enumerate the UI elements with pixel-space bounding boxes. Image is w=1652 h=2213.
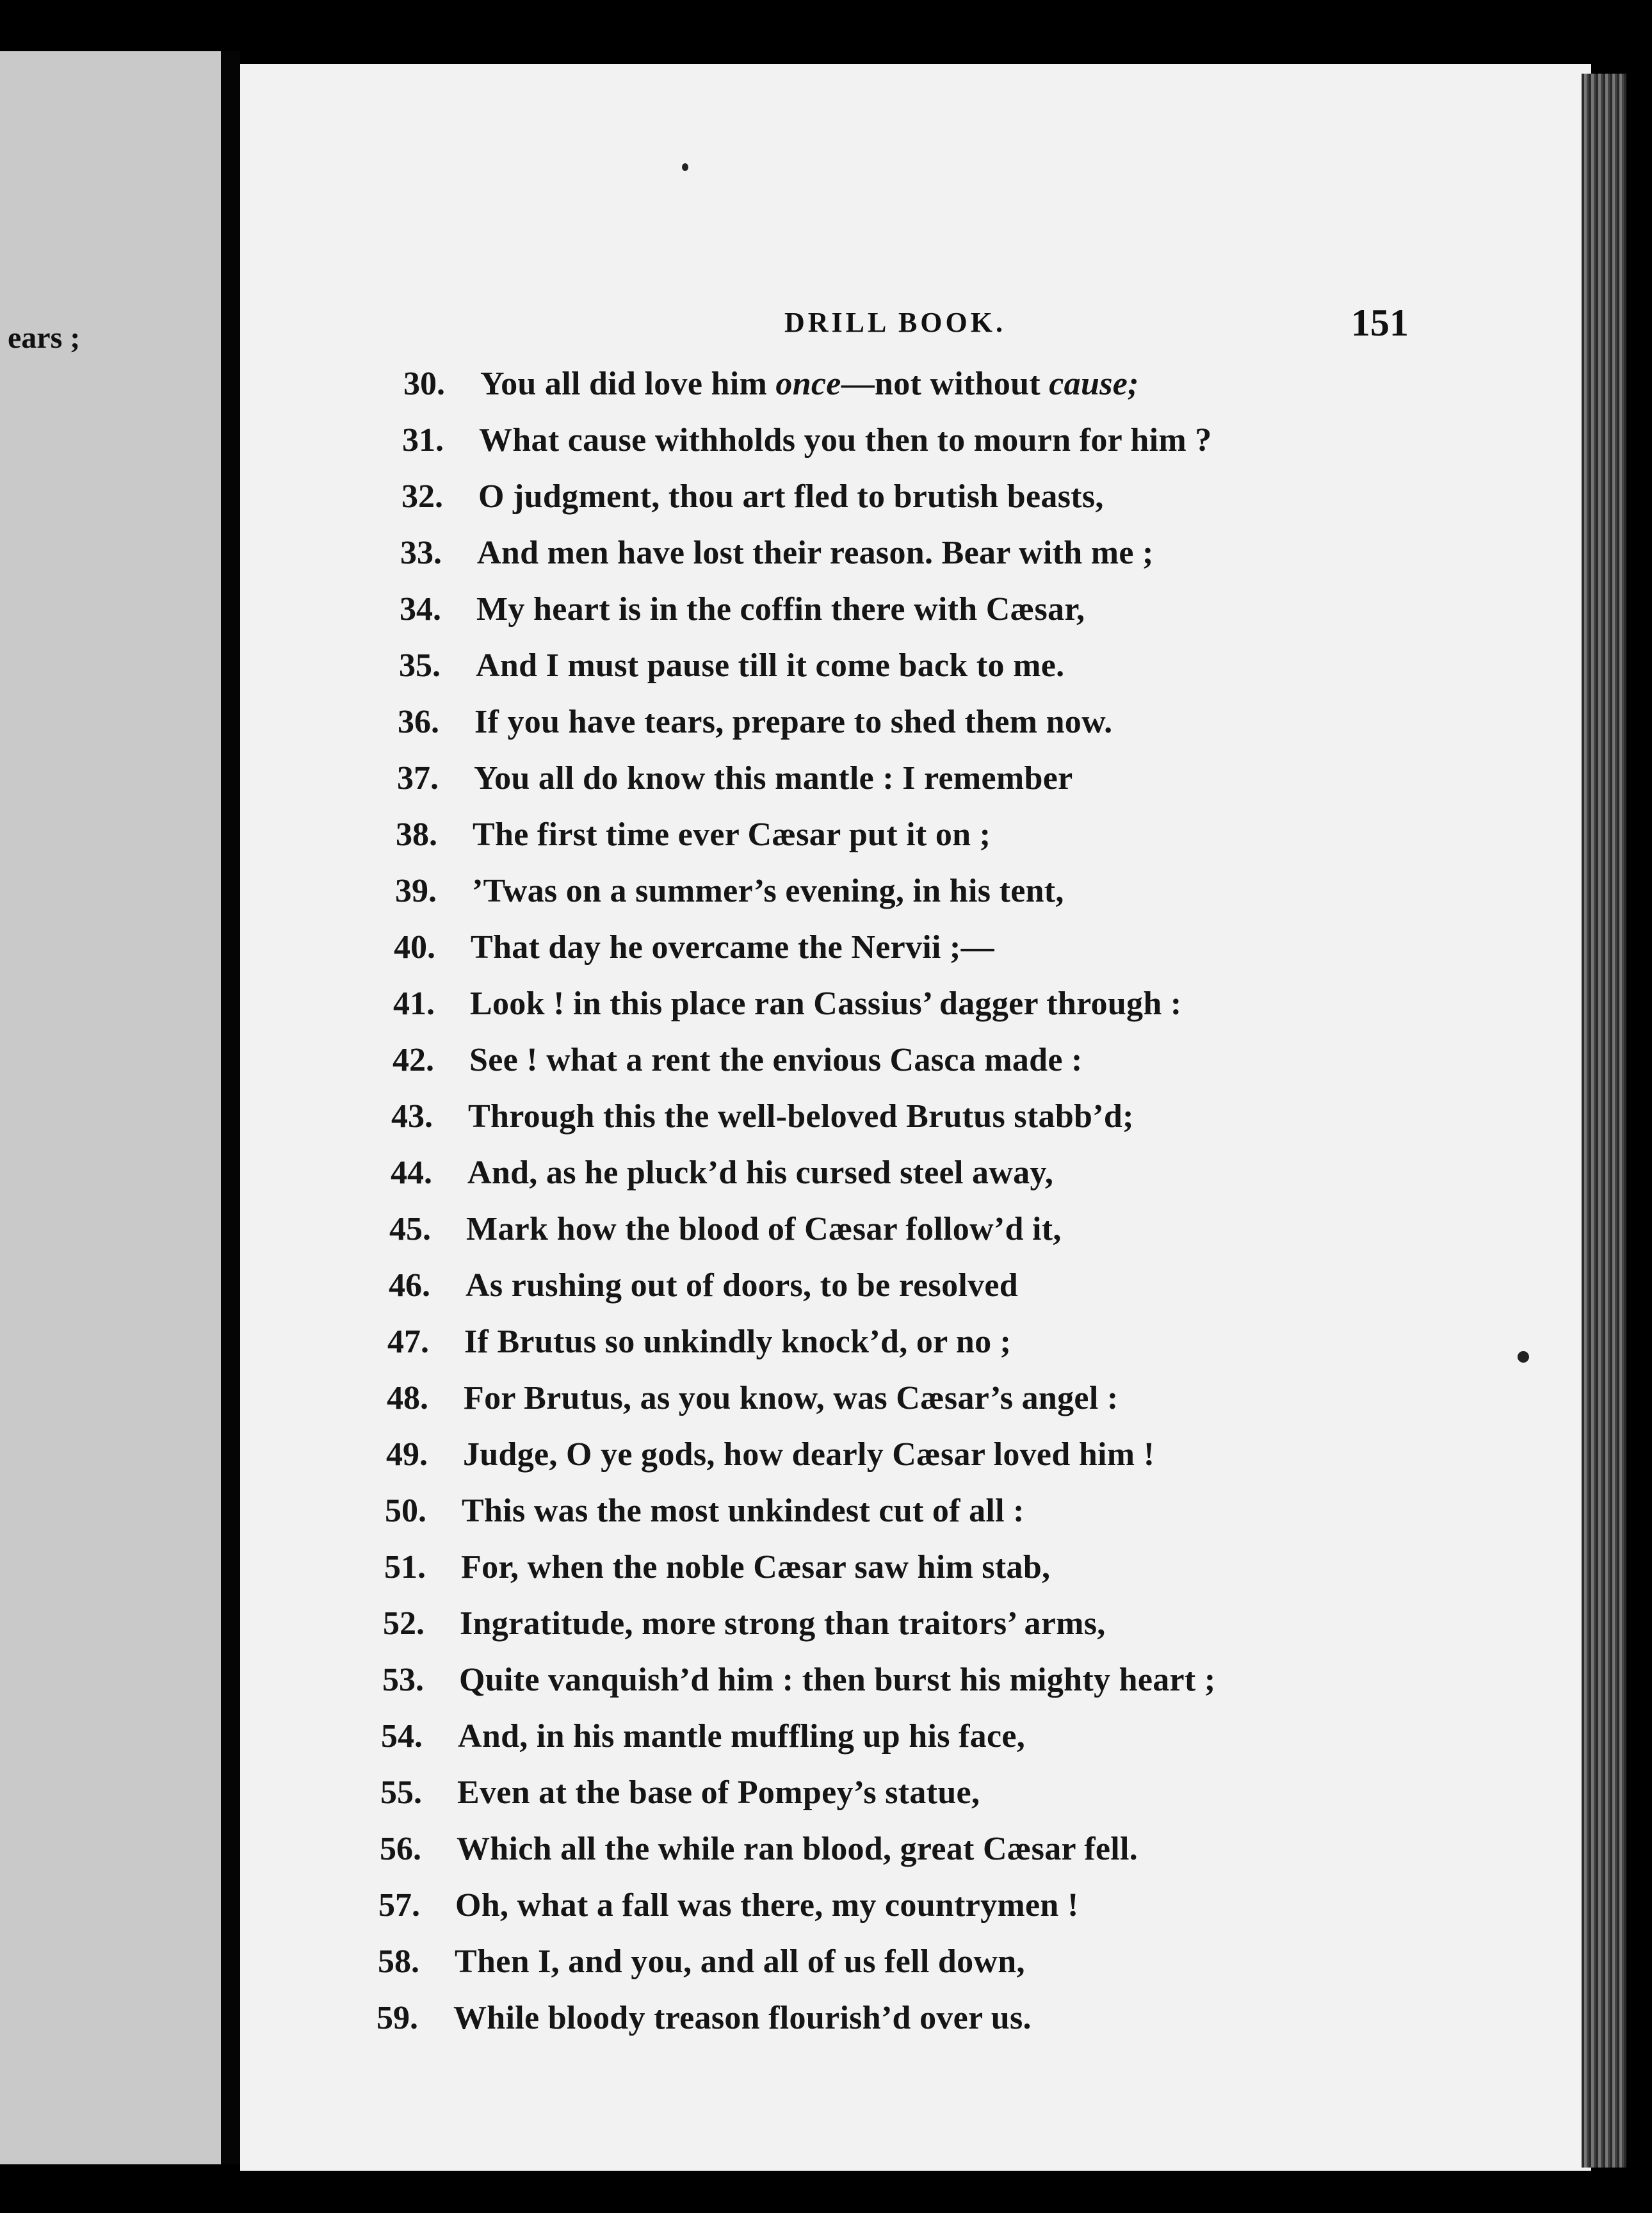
verse-line <box>391 1098 1134 1149</box>
verse-line <box>387 1323 1011 1374</box>
line-number: 45. <box>389 1211 431 1247</box>
line-number: 46. <box>389 1267 430 1304</box>
line-number: 32. <box>401 478 443 515</box>
verse-line <box>396 816 991 867</box>
line-number: 59. <box>377 2000 418 2036</box>
line-number: 33. <box>400 535 442 571</box>
verse-line <box>393 1041 1083 1092</box>
line-text: While bloody treason flourish’d over us. <box>453 2000 1032 2036</box>
line-text: Quite vanquish’d him : then burst his mighty heart ; <box>459 1662 1216 1698</box>
line-number: 42. <box>393 1042 434 1078</box>
line-number: 52. <box>383 1605 425 1642</box>
verse-line <box>378 1943 1025 1994</box>
verse-line <box>400 590 1085 642</box>
left-page-text: ears ; <box>8 321 81 355</box>
line-text: Through this the well-beloved Brutus stabb’d; <box>468 1098 1134 1135</box>
running-head: DRILL BOOK. <box>784 307 1006 338</box>
line-text: What cause withholds you then to mourn for him ? <box>479 422 1212 458</box>
verse-line <box>401 478 1104 529</box>
verse-line <box>383 1605 1106 1656</box>
line-text: Oh, what a fall was there, my countrymen ! <box>455 1887 1079 1924</box>
line-number: 40. <box>394 929 435 966</box>
verse-line <box>391 1154 1053 1205</box>
line-text: You all do know this mantle : I remember <box>474 760 1073 797</box>
verse-line <box>395 872 1064 923</box>
line-text: That day he overcame the Nervii ;— <box>471 929 994 966</box>
line-text: You all did love him once—not without cause; <box>480 366 1139 402</box>
book-page <box>240 64 1591 2171</box>
line-number: 41. <box>393 985 435 1022</box>
line-text: This was the most unkindest cut of all : <box>462 1493 1024 1529</box>
page-number: 151 <box>1351 302 1409 344</box>
verse-line <box>398 703 1112 754</box>
line-number: 44. <box>391 1155 432 1191</box>
line-text: As rushing out of doors, to be resolved <box>466 1267 1019 1304</box>
verse-line <box>386 1436 1154 1487</box>
line-number: 51. <box>384 1549 426 1585</box>
line-text: And, in his mantle muffling up his face, <box>458 1718 1026 1755</box>
page-edge <box>1582 74 1626 2168</box>
line-text: And men have lost their reason. Bear with me ; <box>477 535 1154 571</box>
line-number: 37. <box>397 760 439 797</box>
line-number: 56. <box>380 1831 421 1867</box>
line-number: 54. <box>381 1718 423 1755</box>
line-number: 34. <box>400 591 441 628</box>
line-number: 58. <box>378 1943 419 1980</box>
verse-line <box>403 365 1139 416</box>
line-text: Mark how the blood of Cæsar follow’d it, <box>466 1211 1062 1247</box>
verse-line <box>387 1379 1118 1431</box>
ink-speck <box>1518 1351 1529 1363</box>
line-text: Even at the base of Pompey’s statue, <box>457 1774 980 1811</box>
verse-line <box>393 985 1182 1036</box>
line-text: Judge, O ye gods, how dearly Cæsar loved him ! <box>463 1436 1155 1473</box>
verse-line <box>377 1999 1032 2050</box>
ink-speck <box>682 163 688 171</box>
line-number: 30. <box>403 366 445 402</box>
verse-line <box>381 1717 1025 1769</box>
line-text: ’Twas on a summer’s evening, in his tent, <box>472 873 1064 909</box>
line-number: 35. <box>399 647 441 684</box>
line-text: See ! what a rent the envious Casca made : <box>469 1042 1083 1078</box>
verse-line <box>378 1886 1079 1938</box>
line-number: 57. <box>378 1887 420 1924</box>
line-text: The first time ever Cæsar put it on ; <box>473 816 991 853</box>
verse-line <box>389 1210 1062 1261</box>
verse-line <box>382 1661 1215 1712</box>
line-number: 38. <box>396 816 437 853</box>
emphasis-once: once <box>775 366 841 402</box>
line-text: Ingratitude, more strong than traitors’ arms, <box>460 1605 1106 1642</box>
left-page-fragment <box>0 51 221 2164</box>
emphasis-cause: cause; <box>1049 366 1139 402</box>
verse-line <box>380 1830 1138 1881</box>
line-number: 50. <box>385 1493 426 1529</box>
book-gutter <box>221 51 240 2164</box>
verse-line <box>384 1548 1050 1600</box>
verse-line <box>389 1267 1018 1318</box>
line-text: O judgment, thou art fled to brutish beasts, <box>478 478 1104 515</box>
line-number: 49. <box>386 1436 428 1473</box>
page-header <box>240 302 1591 351</box>
line-number: 48. <box>387 1380 428 1416</box>
line-text: If Brutus so unkindly knock’d, or no ; <box>464 1324 1012 1360</box>
verse-line <box>380 1774 980 1825</box>
line-number: 36. <box>398 704 439 740</box>
line-text: Then I, and you, and all of us fell down, <box>455 1943 1025 1980</box>
verse-line <box>402 421 1212 473</box>
line-number: 39. <box>395 873 437 909</box>
line-text: If you have tears, prepare to shed them now. <box>474 704 1113 740</box>
verse-line <box>385 1492 1024 1543</box>
line-text: Which all the while ran blood, great Cæsar fell. <box>457 1831 1138 1867</box>
line-text: For, when the noble Cæsar saw him stab, <box>461 1549 1051 1585</box>
line-number: 31. <box>402 422 444 458</box>
line-number: 53. <box>382 1662 424 1698</box>
line-number: 43. <box>391 1098 433 1135</box>
line-text: For Brutus, as you know, was Cæsar’s angel : <box>464 1380 1119 1416</box>
line-text: And, as he pluck’d his cursed steel away, <box>467 1155 1054 1191</box>
line-text: Look ! in this place ran Cassius’ dagger through : <box>470 985 1182 1022</box>
line-number: 55. <box>380 1774 422 1811</box>
verse-line <box>397 759 1073 811</box>
verse-line <box>399 647 1064 698</box>
verse-line <box>394 928 994 980</box>
line-text: My heart is in the coffin there with Cæsar, <box>476 591 1085 628</box>
line-number: 47. <box>387 1324 429 1360</box>
line-text: And I must pause till it come back to me. <box>476 647 1065 684</box>
verse-line <box>400 534 1154 585</box>
